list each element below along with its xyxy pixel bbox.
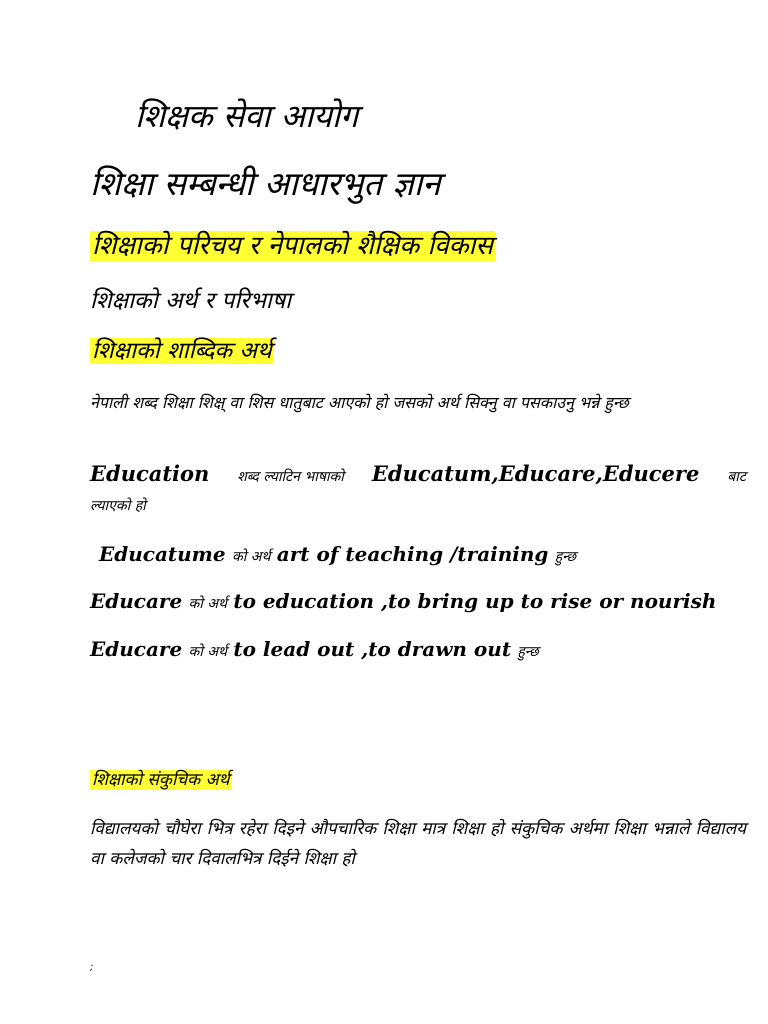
- narrow-definition-paragraph: विद्यालयको चौघेरा भित्र रहेरा दिइने औपचारिक शिक्षा मात्र शिक्षा हो संकुचिक अर्थमा शिक्षा भन्नाले विद्यालय वा कलेजको चार दिवालभित्र दिईने शिक्षा हो: [90, 819, 746, 869]
- educare-meaning-1: to education ,to bring up to rise or nourish: [233, 589, 717, 613]
- education-word: Education: [90, 461, 210, 486]
- latin-origin-text-3: ल्याएको हो: [90, 498, 146, 514]
- educatume-suffix: हुन्छ: [554, 549, 577, 565]
- subject-heading: शिक्षा सम्बन्धी आधारभुत ज्ञान: [90, 164, 441, 203]
- literal-meaning-heading: [90, 338, 274, 364]
- latin-origin-line: [90, 462, 746, 486]
- educare-suffix-2: हुन्छ: [517, 644, 539, 660]
- educare-word-2: Educare: [90, 637, 183, 661]
- educatume-meaning-label: को अर्थ: [231, 549, 271, 565]
- educatume-word: Educatume: [99, 542, 226, 566]
- narrow-meaning-heading: [90, 771, 231, 791]
- org-heading: शिक्षक सेवा आयोग: [135, 97, 359, 135]
- nepali-origin-paragraph: नेपाली शब्द शिक्षा शिक्ष् वा शिस धातुबाट आएको हो जसको अर्थ सिक्नु वा पसकाउनु भन्ने हुन्छ: [90, 393, 629, 412]
- educare-word-1: Educare: [90, 589, 183, 613]
- educare-line-1: [90, 590, 716, 613]
- topic-heading: शिक्षाको अर्थ र परिभाषा: [90, 288, 292, 314]
- educare-line-2: [90, 638, 539, 661]
- educare-meaning-label-1: को अर्थ: [188, 596, 228, 612]
- educare-meaning-2: to lead out ,to drawn out: [233, 637, 512, 661]
- educare-meaning-label-2: को अर्थ: [188, 644, 228, 660]
- latin-origin-text-1: शब्द ल्याटिन भाषाको: [237, 469, 344, 485]
- educatume-line: [99, 543, 576, 566]
- chapter-heading: [90, 232, 495, 262]
- latin-origin-text-2: बाट: [727, 469, 746, 485]
- literal-meaning-heading-text: शिक्षाको शाब्दिक अर्थ: [92, 338, 272, 364]
- educatume-meaning: art of teaching /training: [276, 542, 549, 566]
- latin-words: Educatum,Educare,Educere: [371, 461, 700, 486]
- narrow-meaning-heading-text: शिक्षाको संकुचिक अर्थ: [92, 770, 230, 790]
- chapter-heading-text: शिक्षाको परिचय र नेपालको शैक्षिक विकास: [92, 231, 493, 261]
- footer-mark: ;: [90, 962, 94, 973]
